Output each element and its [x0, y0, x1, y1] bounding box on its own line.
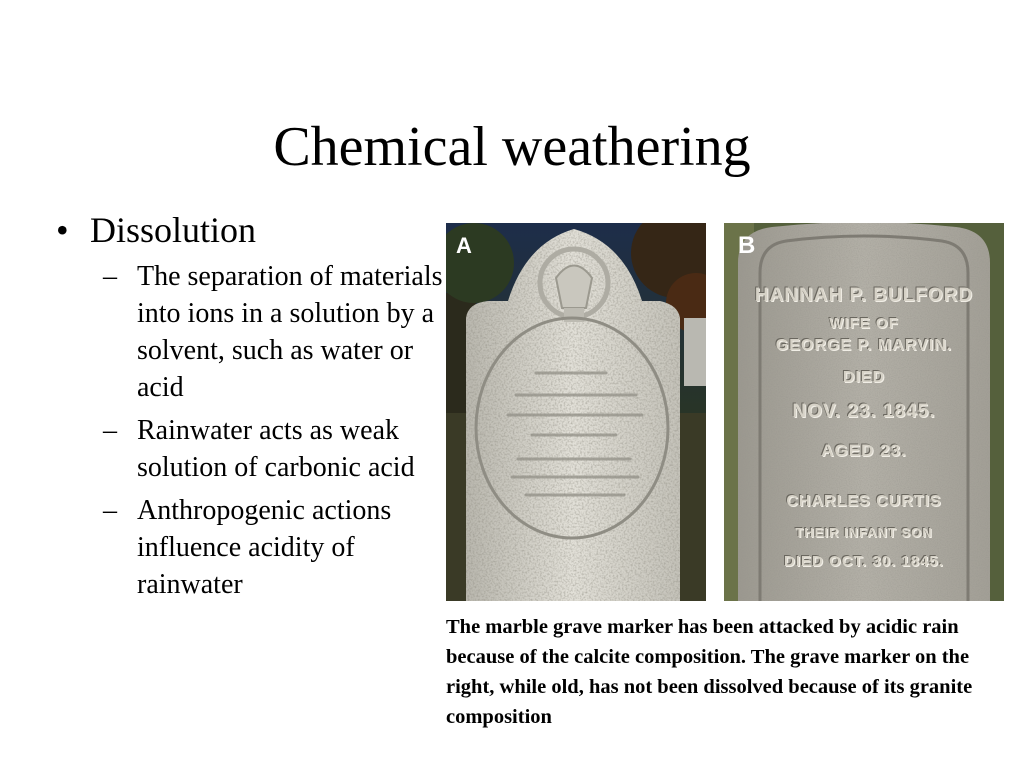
- photo-granite-gravestone: [724, 223, 1004, 601]
- bullet-item: [56, 208, 446, 252]
- bullet-symbol: •: [56, 210, 69, 250]
- inscription-line: CHARLES CURTIS: [786, 493, 942, 510]
- sub-bullet-item: [103, 412, 446, 486]
- inscription-line: NOV. 23. 1845.: [792, 401, 936, 422]
- sub-bullet-text: Anthropogenic actions influence acidity of rainwater: [137, 495, 392, 600]
- sub-bullet-symbol: –: [103, 261, 117, 292]
- bullet-list: [56, 208, 446, 609]
- inscription-line: AGED 23.: [821, 441, 907, 460]
- photo-marble-gravestone: [446, 223, 706, 601]
- inscription-line: DIED OCT. 30. 1845.: [784, 553, 944, 570]
- bullet-text: Dissolution: [90, 210, 257, 250]
- sub-bullet-item: [103, 258, 446, 406]
- sub-bullet-item: [103, 492, 446, 603]
- sub-bullet-symbol: –: [103, 495, 117, 526]
- inscription-line: HANNAH P. BULFORD: [754, 285, 974, 306]
- inscription-line: DIED: [842, 369, 886, 386]
- marble-gravestone-image: [446, 223, 706, 601]
- sub-bullet-text: Rainwater acts as weak solution of carbonic acid: [137, 415, 415, 483]
- sub-bullet-list: [103, 258, 446, 603]
- panel-a-label: A: [456, 233, 472, 258]
- slide-title: Chemical weathering: [273, 116, 751, 178]
- inscription-line: THEIR INFANT SON: [795, 525, 933, 540]
- sub-bullet-text: The separation of materials into ions in a solution by a solvent, such as water or acid: [137, 261, 443, 403]
- inscription-line: WIFE OF: [829, 315, 899, 332]
- figure-caption: The marble grave marker has been attacked by acidic rain because of the calcite composition. The grave marker on the right, while old, has not been dissolved because of its granite composition: [446, 616, 973, 728]
- sub-bullet-symbol: –: [103, 415, 117, 446]
- panel-b-label: B: [738, 232, 756, 259]
- inscription-line: GEORGE P. MARVIN.: [775, 337, 953, 354]
